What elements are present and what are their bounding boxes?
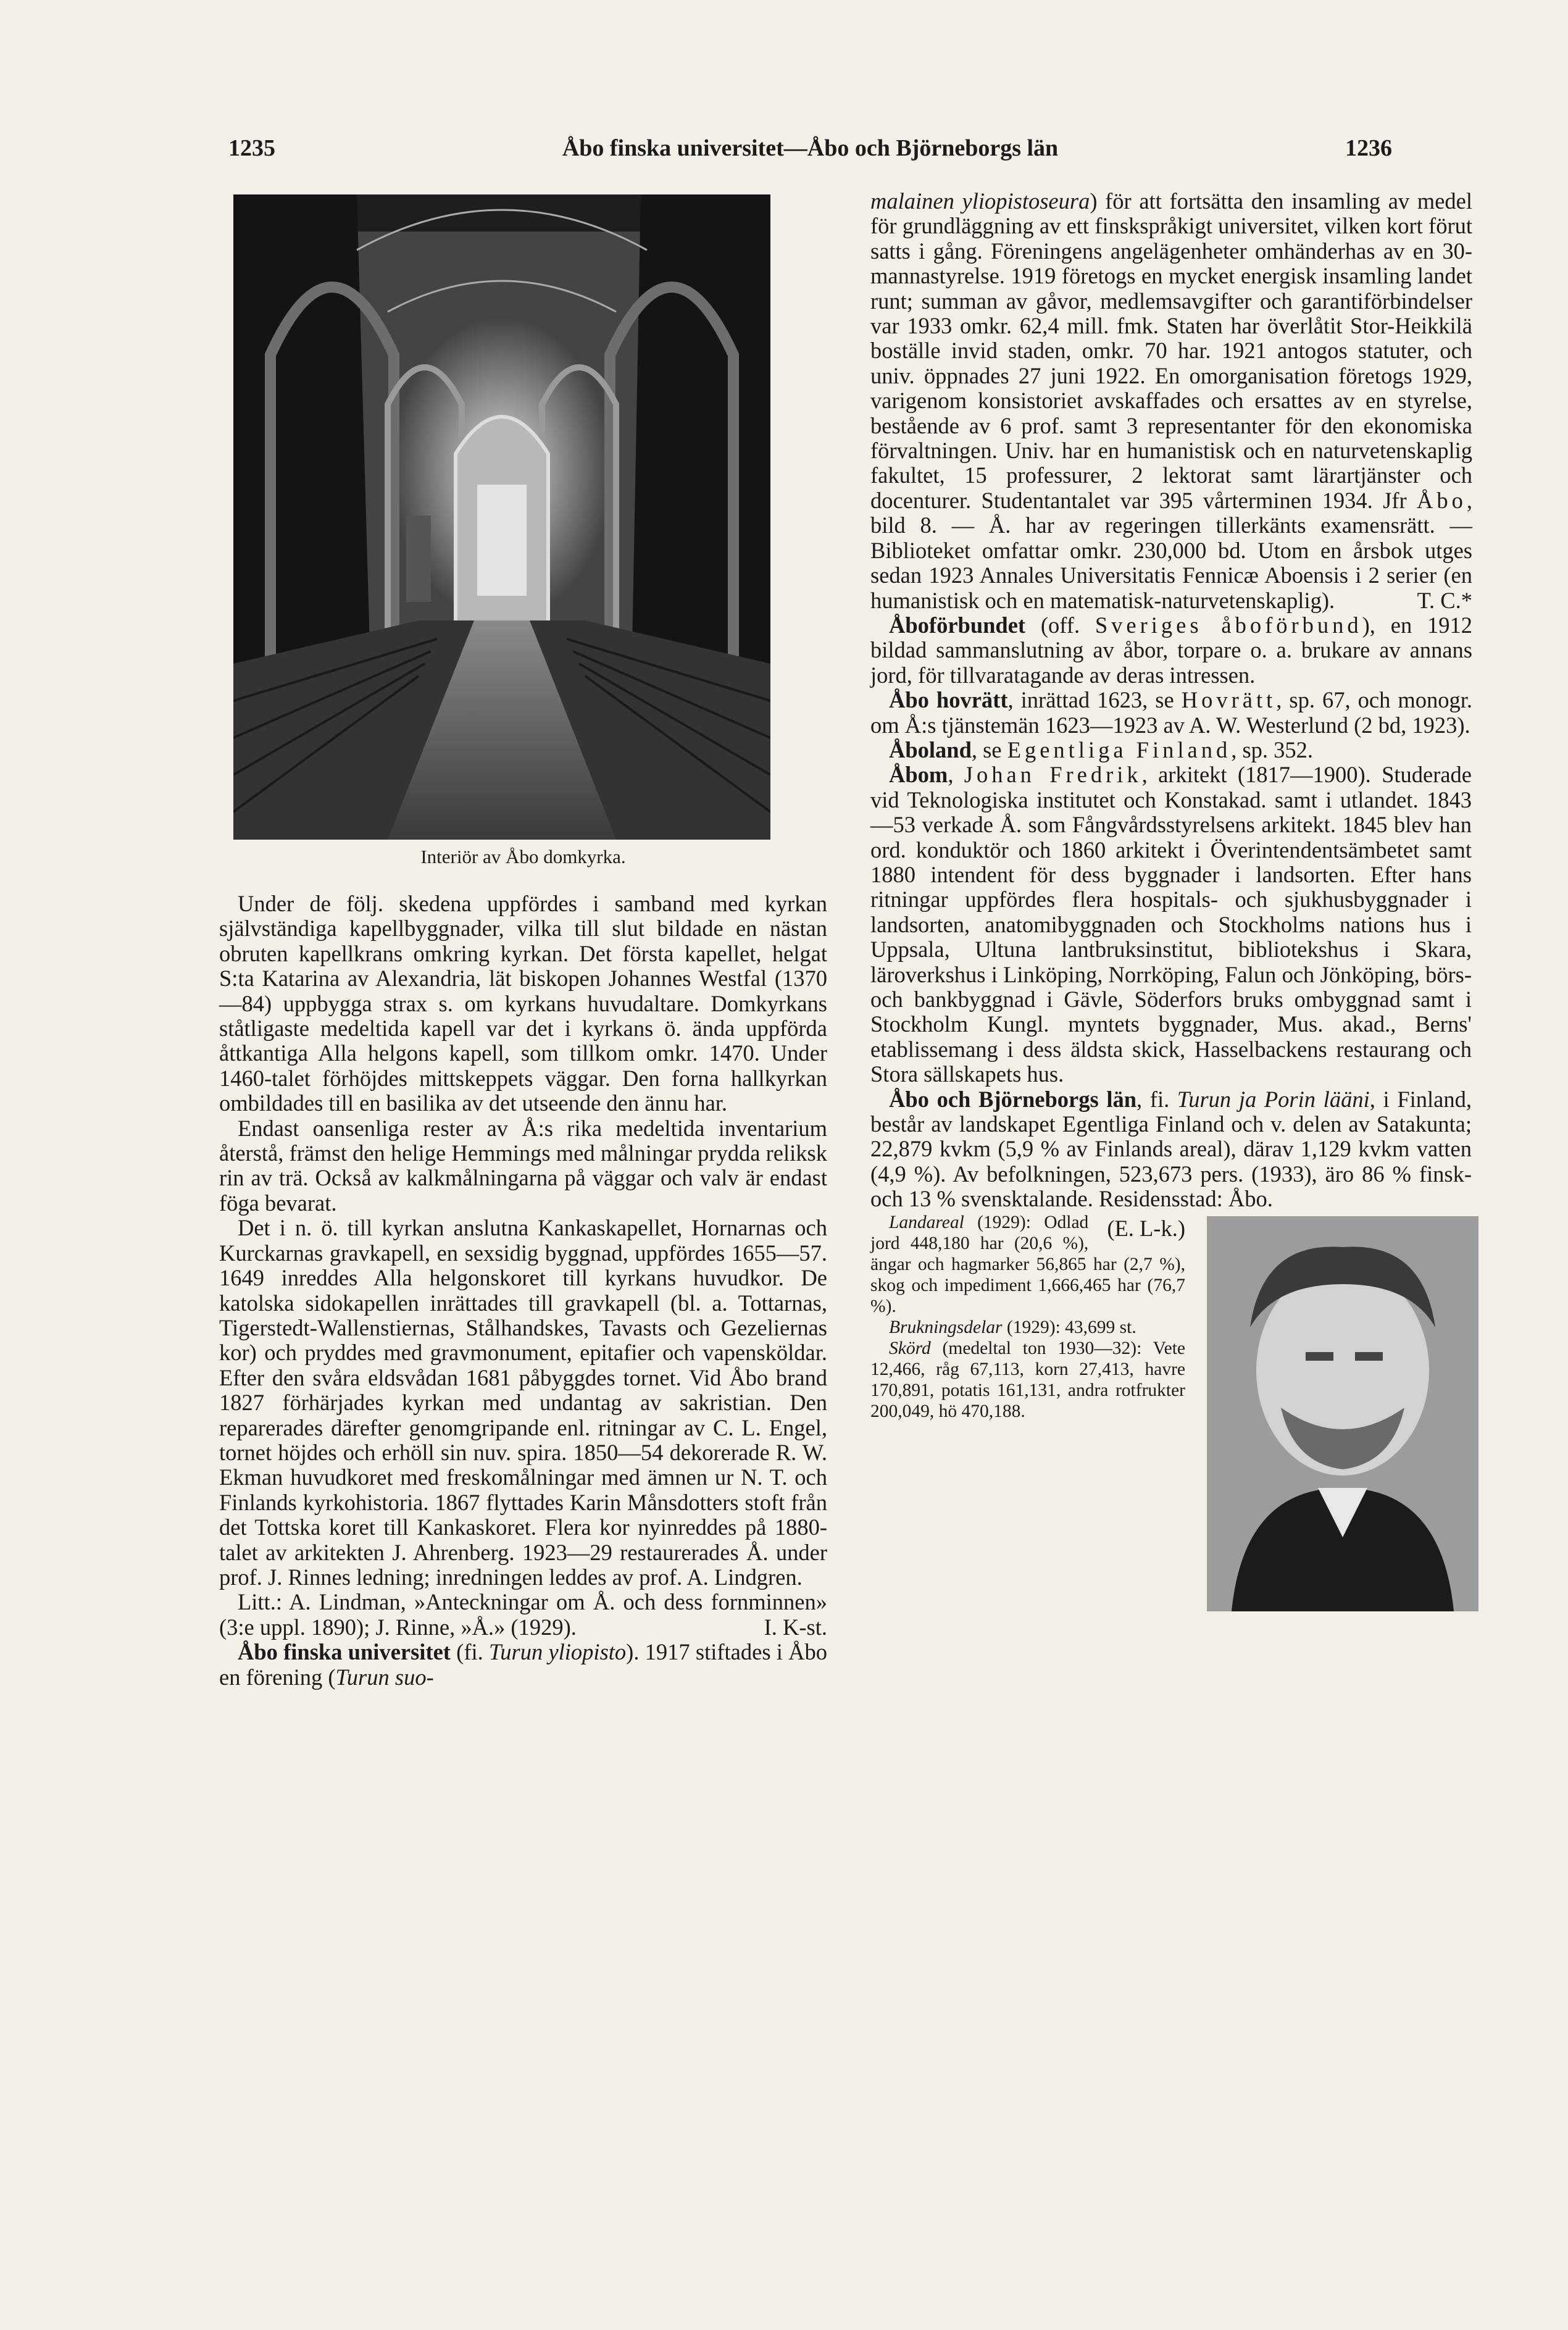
entry-text: , se bbox=[971, 737, 1007, 762]
entry-text: , bild 8. — Å. har av regeringen tillerkänts examensrätt. — Biblioteket omfattar omkr. 230,000 bd. Utom en årsbok utges sedan 1923 Annales Universitatis Fennicæ Aboensis i 2 serier (en humanistisk och en matematisk-naturvetenskaplig). bbox=[870, 487, 1472, 613]
spaced-reference: Egentliga Finland bbox=[1007, 737, 1232, 762]
paragraph: Endast oansenliga rester av Å:s rika medeltida inventarium återstå, främst den helige Hemmings med målningar prydda reliksk rin av trä. Också av kalkmålningarna på väggar och valv är endast föga bevarat. bbox=[219, 1115, 827, 1216]
entry-text: , fi. bbox=[1136, 1086, 1177, 1112]
entry-text-italic: malainen yliopistoseura bbox=[870, 188, 1090, 214]
entry-continuation bbox=[870, 189, 1472, 613]
entry-text: , arkitekt (1817—1900). Studerade vid Teknologiska institutet och Konstakad. samt i utlandet. 1843—53 verkade Å. som Fångvårdsstyrelsens arkitekt. 1845 blev han ord. konduktör och 1860 arkitekt i Överintendentsämbetet samt 1880 intendent för dess byggnader i landsorten. Efter hans ritningar uppfördes flera hospitals- och sjukhusbyggnader i landsorten, anatomibyggnaden och Stockholms nations hus i Uppsala, Ultuna lantbruksinstitut, bibliotekshus i Skara, läroverkshus i Linköping, Norrköping, Falun och Jönköping, börs- och bankbyggnad i Gävle, Söderfors bruks ombyggnad samt i Stockholm Kungl. myntets byggnader, Mus. akad., Berns' etablissemang i dess äldsta skick, Hasselbackens restaurang och Stora sällskapets hus. bbox=[870, 762, 1472, 1087]
spaced-reference: Sveriges åboförbund bbox=[1095, 612, 1362, 638]
stat-text: (1929): 43,699 st. bbox=[1002, 1317, 1136, 1337]
entry-headword: Åbo finska universitet bbox=[238, 1639, 451, 1665]
entry-headword: Åboförbundet bbox=[889, 612, 1026, 638]
entry-text-italic: Turun ja Porin lääni bbox=[1177, 1086, 1370, 1112]
entry-text: ) för att fortsätta den insamling av medel för grundläggning av ett finskspråkigt universitet, vilken kort förut satts i gång. Föreningens angelägenheter omhänderhas av en 30-mannastyrelse. 1919 företogs en mycket energisk insamling landet runt; summan av gåvor, medlemsavgifter och garantiförbindelser var 1933 omkr. 62,4 mill. fmk. Staten har överlåtit Stor-Heikkilä boställe invid staden, omkr. 70 har. 1921 antogos statuter, och univ. öppnades 27 juni 1922. En omorganisation företogs 1929, varigenom konsistoriet avskaffades och ersattes av en styrelse, bestående av 6 prof. samt 3 representanter för den ekonomiska förvaltningen. Univ. har en humanistisk och en naturvetenskaplig fakultet, 15 professurer, 2 lektorat samt lärartjänster och docenturer. Studentantalet var 395 vårterminen 1934. Jfr bbox=[870, 188, 1472, 513]
figure-caption: Interiör av Åbo domkyrka. bbox=[420, 846, 626, 867]
right-column bbox=[870, 189, 1472, 1621]
spaced-reference: Johan Fredrik bbox=[964, 762, 1142, 788]
entry-text: , sp. 67, och monogr. om Å:s tjänstemän 1623—1923 av A. W. Westerlund (2 bd, 1923). bbox=[870, 687, 1473, 738]
running-title: Åbo finska universitet—Åbo och Björneborgs län bbox=[562, 135, 1059, 161]
entry-abo-finska-universitet bbox=[219, 1640, 827, 1690]
references-text: Litt.: A. Lindman, »Anteckningar om Å. och dess fornminnen» (3:e uppl. 1890); J. Rinne, »Å.» (1929). bbox=[219, 1589, 827, 1640]
entry-text-italic: Turun suo- bbox=[335, 1664, 434, 1690]
author-signature: (E. L-k.) bbox=[1107, 1216, 1185, 1241]
entry-abo-och-bjorneborgs-lan bbox=[870, 1087, 1472, 1212]
stat-text: (1929): Odlad jord 448,180 har (20,6 %), ängar och hagmarker 56,865 har (2,7 %), skog och impediment 1,666,465 har (76,7 %). bbox=[870, 1212, 1185, 1316]
entry-text: (fi. bbox=[450, 1639, 489, 1665]
entry-text: ). 1917 stiftades i Åbo en förening ( bbox=[219, 1639, 827, 1690]
author-signature: I. K-st. bbox=[764, 1614, 827, 1640]
cathedral-interior-photo bbox=[233, 194, 770, 840]
entry-aboland bbox=[870, 738, 1472, 762]
portrait-wrap-spacer bbox=[1185, 1216, 1472, 1621]
references-paragraph bbox=[219, 1590, 827, 1640]
entry-aboforbundet bbox=[870, 613, 1472, 688]
paragraph: Under de följ. skedena uppfördes i samband med kyrkan självständiga kapellbyggnader, vilka till slut bildade en nästan obruten kapellkrans omkring kyrkan. Det första kapellet, helgat S:ta Katarina av Alexandria, lät biskopen Johannes Westfal (1370—84) uppbygga strax s. om kyrkans huvudaltare. Domkyrkans ståtligaste medeltida kapell var det i kyrkans ö. ända uppförda åttkantiga Alla helgons kapell, som tillkom omkr. 1470. Under 1460-talet förhöjdes mittskeppets väggar. Den forna hallkyrkan ombildades till en basilika av det utseende den ännu har. bbox=[219, 891, 827, 1116]
entry-text: ), en 1912 bildad sammanslutning av åbor, torpare o. a. brukare av annans jord, för tillvaratagande av deras intressen. bbox=[870, 612, 1472, 688]
entry-headword: Åboland bbox=[889, 737, 972, 762]
entry-headword: Åbo hovrätt bbox=[889, 687, 1008, 713]
stat-label: Landareal bbox=[889, 1212, 964, 1232]
spaced-reference: Hovrätt bbox=[1181, 687, 1277, 713]
entry-text: , inrättad 1623, se bbox=[1007, 687, 1182, 713]
author-signature: T. C.* bbox=[1417, 587, 1472, 613]
paragraph: Det i n. ö. till kyrkan anslutna Kankaskapellet, Hornarnas och Kurckarnas gravkapell, en sexsidig byggnad, uppfördes 1655—57. 1649 inreddes Alla helgonskoret till kyrkans huvudkor. De katolska sidokapellen inrättades till gravkapell (bl. a. Tottarnas, Tigerstedt-Wallenstiernas, Stålhandskes, Tavasts och Gezeliernas kor) och pryddes med gravmonument, epitafier och vapensköldar. Efter den svåra eldsvådan 1681 påbyggdes tornet. Vid Åbo brand 1827 förhärjades kyrkan med undantag av sakristian. Den reparerades därefter genomgripande enl. ritningar av C. L. Engel, tornet höjdes och erhöll sin nuv. spira. 1850—54 dekorerade R. W. Ekman huvudkoret med freskomålningar med ämnen ur N. T. och Finlands kyrkohistoria. 1867 flyttades Karin Månsdotters stoft från det Tottska koret till Kankaskoret. Flera kor nyinreddes på 1880-talet av arkitekten J. Ahrenberg. 1923—29 restaurerades Å. under prof. J. Rinnes ledning; inredningen leddes av prof. A. Lindgren. bbox=[219, 1215, 827, 1590]
entry-text: , i Finland, består av landskapet Egentliga Finland och v. delen av Satakunta; 22,879 kvkm (5,9 % av Finlands areal), därav 1,129 kvkm vatten (4,9 %). Av befolkningen, 523,673 pers. (1933), äro 86 % finsk- och 13 % svensktalande. Residensstad: Åbo. bbox=[870, 1086, 1472, 1212]
entry-text: , sp. 352. bbox=[1231, 737, 1314, 762]
page-number-right: 1236 bbox=[1345, 135, 1392, 161]
stat-label: Skörd bbox=[889, 1338, 931, 1358]
page-header bbox=[228, 135, 1392, 172]
entry-abom: Åbom, Johan Fredrik, arkitekt (1817—1900). Studerade vid Teknologiska institutet och Konstakad. samt i utlandet. 1843—53 verkade Å. som Fångvårdsstyrelsens arkitekt. 1845 blev han ord. konduktör och 1860 arkitekt i Överintendentsämbetet samt 1880 intendent för dess byggnader i landsorten. Efter hans ritningar uppfördes flera hospitals- och sjukhusbyggnader i landsorten, anatomibyggnaden och Stockholms nations hus i Uppsala, Ultuna lantbruksinstitut, bibliotekshus i Skara, läroverkshus i Linköping, Norrköping, Falun och Jönköping, börs- och bankbyggnad i Gävle, Söderfors bruks ombyggnad samt i Stockholm Kungl. myntets byggnader, Mus. akad., Berns' etablissemang i dess äldsta skick, Hasselbackens restaurang och Stora sällskapets hus. (E. L-k.) bbox=[870, 762, 1472, 1087]
page-number-left: 1235 bbox=[228, 135, 275, 161]
stat-text: (medeltal ton 1930—32): Vete 12,466, råg 67,113, korn 27,413, havre 170,891, potatis 161,131, andra rotfrukter 200,049, hö 470,188. bbox=[870, 1338, 1185, 1421]
stat-label: Brukningsdelar bbox=[889, 1317, 1003, 1337]
entry-headword: Åbom bbox=[889, 762, 948, 788]
spaced-reference: Åbo bbox=[1417, 487, 1467, 513]
left-column bbox=[219, 891, 827, 1690]
entry-text: (off. bbox=[1025, 612, 1095, 638]
entry-text-italic: Turun yliopisto bbox=[488, 1639, 627, 1665]
entry-headword: Åbo och Björneborgs län bbox=[889, 1086, 1137, 1112]
entry-abo-hovratt bbox=[870, 688, 1472, 738]
